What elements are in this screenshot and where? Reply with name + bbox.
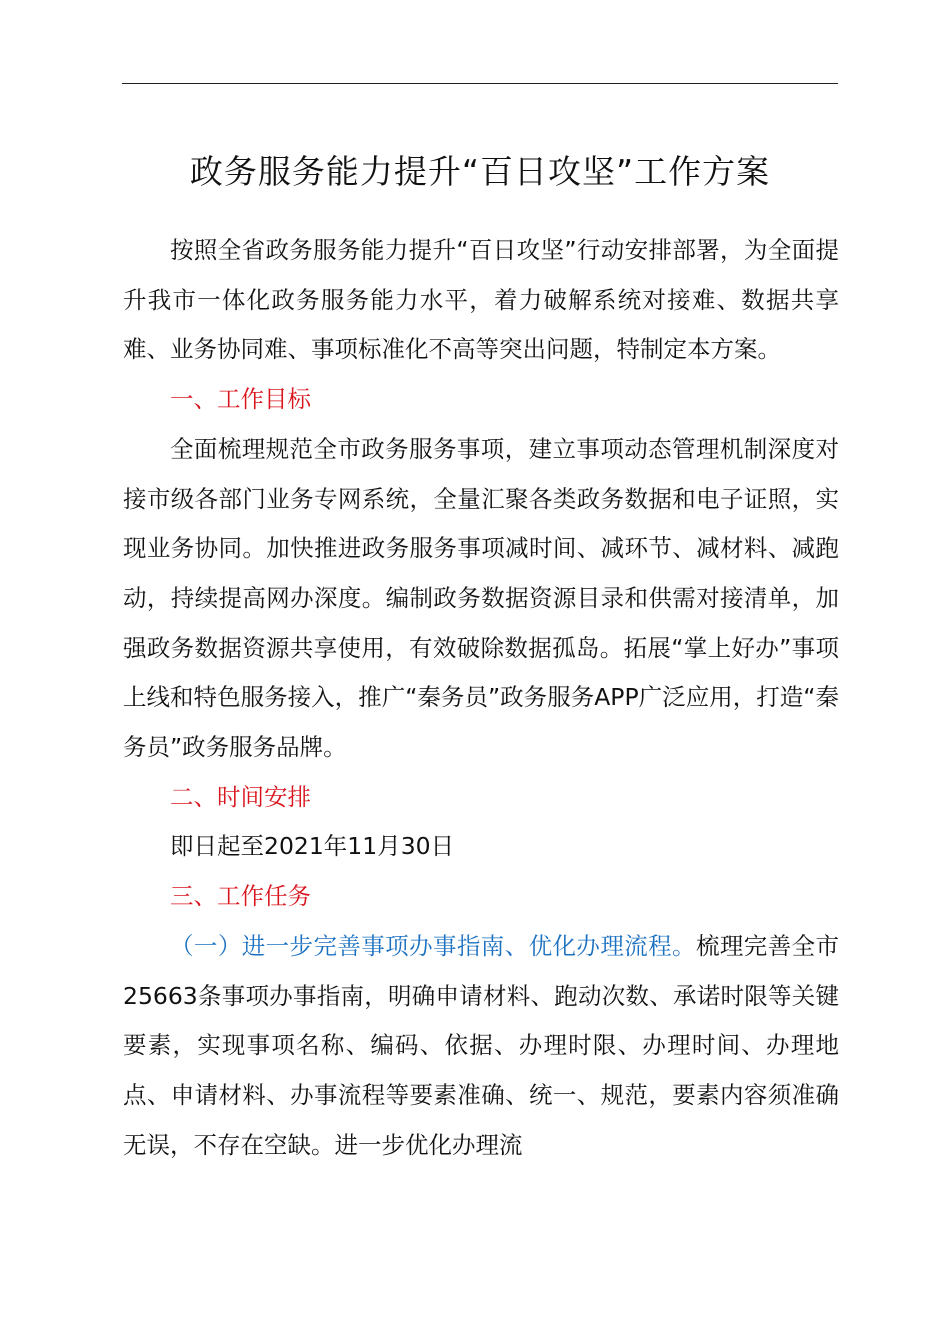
section-heading-goals: 一、工作目标 xyxy=(170,385,311,414)
section-heading-tasks: 三、工作任务 xyxy=(170,882,311,911)
document-body xyxy=(123,226,839,1170)
task-item-body: 梳理完善全市25663条事项办事指南，明确申请材料、跑动次数、承诺时限等关键要素，实现事项名称、编码、依据、办理时限、办理时间、办理地点、申请材料、办事流程等要素准确、统一、规范，要素内容须准确无误，不存在空缺。进一步优化办理流 xyxy=(123,931,840,1159)
task-item-paragraph xyxy=(123,922,839,1171)
section-schedule-paragraph: 即日起至2021年11月30日 xyxy=(170,832,455,861)
section-goals-paragraph: 全面梳理规范全市政务服务事项，建立事项动态管理机制深度对接市级各部门业务专网系统，全量汇聚各类政务数据和电子证照，实现业务协同。加快推进政务服务事项减时间、减环节、减材料、减跑动，持续提高网办深度。编制政务数据资源目录和供需对接清单，加强政务数据资源共享使用，有效破除数据孤岛。拓展“掌上好办”事项上线和特色服务接入，推广“秦务员”政务服务APP广泛应用，打造“秦务员”政务服务品牌。 xyxy=(123,434,839,762)
document-title: 政务服务能力提升“百日攻坚”工作方案 xyxy=(189,152,771,191)
header-rule xyxy=(122,83,838,84)
task-item-title: （一）进一步完善事项办事指南、优化办理流程。 xyxy=(170,931,696,960)
intro-paragraph: 按照全省政务服务能力提升“百日攻坚”行动安排部署，为全面提升我市一体化政务服务能力水平，着力破解系统对接难、数据共享难、业务协同难、事项标准化不高等突出问题，特制定本方案。 xyxy=(123,236,839,364)
section-heading-schedule: 二、时间安排 xyxy=(170,782,311,811)
